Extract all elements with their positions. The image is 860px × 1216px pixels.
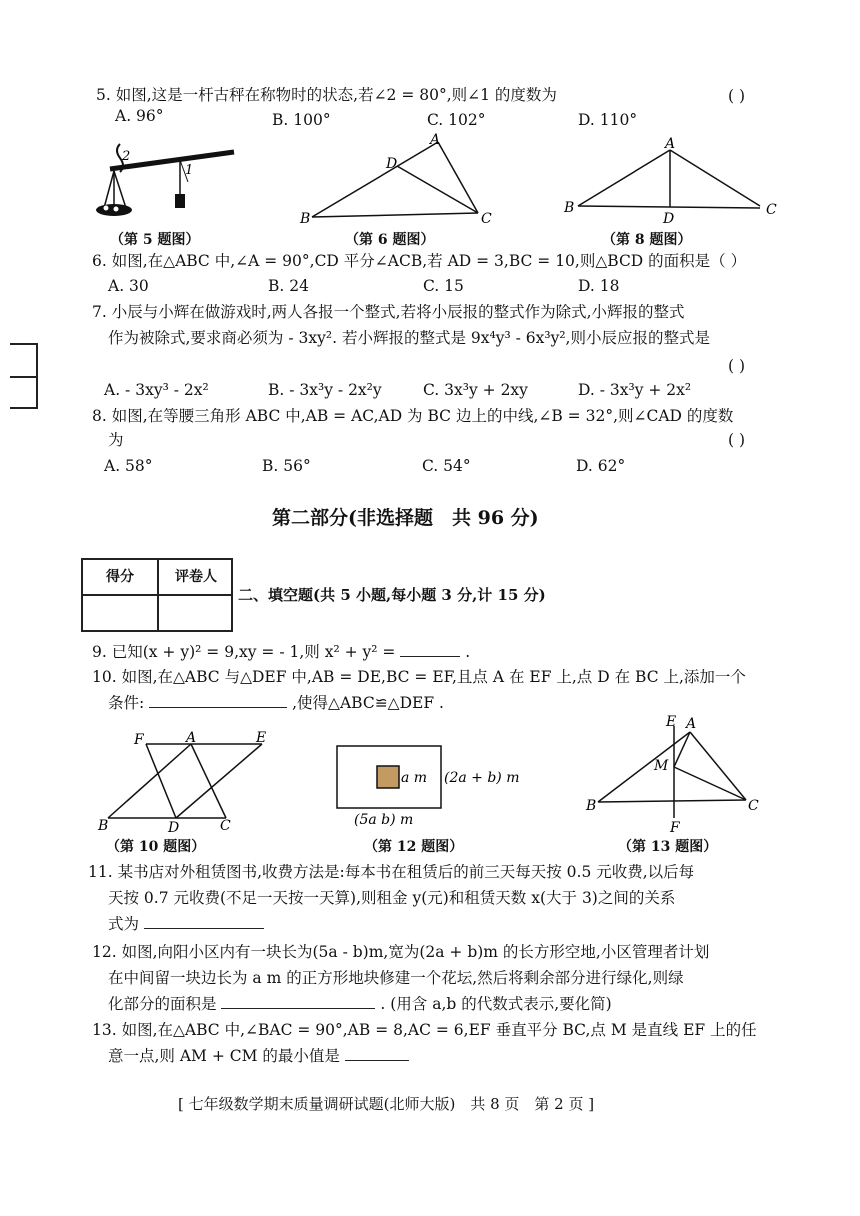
binding-mark: [10, 407, 38, 409]
fig10-label-b: B: [98, 818, 109, 834]
q6-stem: 6. 如图,在△ABC 中,∠A = 90°,CD 平分∠ACB,若 AD = 3,BC = 10,则△BCD 的面积是（ ）: [92, 252, 747, 270]
binding-mark: [36, 343, 38, 409]
figure-13-caption: （第 13 题图）: [618, 839, 718, 855]
fig6-label-a: A: [430, 132, 441, 148]
q5-option-b: B. 100°: [272, 111, 331, 129]
figure-10-caption: （第 10 题图）: [106, 839, 206, 855]
q10-line-1: 10. 如图,在△ABC 与△DEF 中,AB = DE,BC = EF,且点 A 在 EF 上,点 D 在 BC 上,添加一个: [92, 668, 746, 686]
figure-8-caption: （第 8 题图）: [602, 232, 692, 248]
binding-mark: [10, 376, 36, 378]
q6-option-b: B. 24: [268, 277, 309, 295]
q8-option-b: B. 56°: [262, 457, 311, 475]
q5-stem: 5. 如图,这是一杆古秤在称物时的状态,若∠2 = 80°,则∠1 的度数为: [96, 86, 557, 104]
fig5-label-1: 1: [185, 163, 194, 178]
page-footer: [ 七年级数学期末质量调研试题(北师大版) 共 8 页 第 2 页 ]: [178, 1095, 595, 1113]
q8-option-a: A. 58°: [104, 457, 153, 475]
fig13-label-c: C: [748, 798, 759, 814]
q11-line-1: 11. 某书店对外租赁图书,收费方法是:每本书在租赁后的前三天每天按 0.5 元收费,以后每: [88, 863, 695, 881]
q6-option-c: C. 15: [423, 277, 464, 295]
figure-6-triangle: [296, 130, 506, 230]
figure-8-triangle: [558, 134, 788, 224]
figure-10-triangles: [96, 730, 286, 836]
fig10-label-e: E: [256, 730, 267, 746]
q9-line: [92, 642, 470, 662]
q8-option-d: D. 62°: [576, 457, 626, 475]
fig12-label-width: (5a b) m: [354, 812, 414, 828]
fig8-label-b: B: [564, 200, 575, 216]
fig5-label-2: 2: [122, 149, 131, 164]
q10-answer-blank: [149, 693, 287, 708]
fig6-label-d: D: [386, 156, 398, 172]
q7-option-a: A. - 3xy³ - 2x²: [104, 381, 209, 399]
q10-line-2-end: ,使得△ABC≌△DEF .: [292, 694, 444, 712]
fig12-label-height: (2a + b) m: [444, 770, 520, 786]
q8-answer-paren: ( ): [728, 431, 746, 449]
q5-option-a: A. 96°: [115, 107, 164, 125]
q5-answer-paren: ( ): [728, 87, 746, 105]
q12-line-3-start: 化部分的面积是: [108, 995, 217, 1013]
fig12-label-inner: a m: [401, 770, 428, 786]
score-table-header-score: 得分: [106, 569, 134, 585]
part-2-title: 第二部分(非选择题 共 96 分): [272, 507, 539, 529]
q7-option-d: D. - 3x³y + 2x²: [578, 381, 692, 399]
q11-line-3: [108, 914, 264, 934]
fig8-label-a: A: [665, 136, 676, 152]
fig10-label-f: F: [134, 732, 144, 748]
q6-option-a: A. 30: [108, 277, 149, 295]
fig8-label-d: D: [663, 211, 675, 224]
q7-answer-paren: ( ): [728, 357, 746, 375]
score-table-header-grader: 评卷人: [175, 569, 217, 585]
q11-line-3-text: 式为: [108, 915, 140, 933]
fig13-label-e: E: [666, 714, 677, 730]
q12-line-2: 在中间留一块边长为 a m 的正方形地块修建一个花坛,然后将剩余部分进行绿化,则绿: [108, 969, 684, 987]
q10-line-2-start: 条件:: [108, 694, 145, 712]
score-table: [81, 558, 233, 632]
q12-line-1: 12. 如图,向阳小区内有一块长为(5a - b)m,宽为(2a + b)m 的长方形空地,小区管理者计划: [92, 943, 710, 961]
figure-13-triangle: [582, 712, 782, 834]
binding-mark: [10, 343, 36, 345]
figure-5-steelyard: [92, 136, 242, 226]
q8-option-c: C. 54°: [422, 457, 471, 475]
fig10-label-c: C: [220, 818, 231, 834]
fig10-label-d: D: [168, 820, 180, 836]
q7-line-2: 作为被除式,要求商必须为 - 3xy². 若小辉报的整式是 9x⁴y³ - 6x³y²,则小辰应报的整式是: [108, 329, 710, 347]
fig13-label-m: M: [654, 758, 669, 774]
q8-line-1: 8. 如图,在等腰三角形 ABC 中,AB = AC,AD 为 BC 边上的中线,∠B = 32°,则∠CAD 的度数: [92, 407, 734, 425]
q13-answer-blank: [345, 1046, 409, 1061]
fig13-label-b: B: [586, 798, 597, 814]
q7-option-c: C. 3x³y + 2xy: [423, 381, 528, 399]
fig6-label-c: C: [481, 211, 492, 227]
q7-line-1: 7. 小辰与小辉在做游戏时,两人各报一个整式,若将小辰报的整式作为除式,小辉报的整式: [92, 303, 685, 321]
figure-12-rectangle: [330, 740, 530, 830]
q6-option-d: D. 18: [578, 277, 620, 295]
q12-line-3: [108, 994, 612, 1014]
figure-6-caption: （第 6 题图）: [345, 232, 435, 248]
q13-line-1: 13. 如图,在△ABC 中,∠BAC = 90°,AB = 8,AC = 6,EF 垂直平分 BC,点 M 是直线 EF 上的任: [92, 1021, 757, 1039]
figure-5-caption: （第 5 题图）: [110, 232, 200, 248]
q5-option-c: C. 102°: [427, 111, 486, 129]
q12-line-3-end: . (用含 a,b 的代数式表示,要化简): [380, 995, 612, 1013]
q9-answer-blank: [400, 642, 460, 657]
section-2-title: 二、填空题(共 5 小题,每小题 3 分,计 15 分): [238, 586, 546, 604]
fig8-label-c: C: [766, 202, 777, 218]
q11-line-2: 天按 0.7 元收费(不足一天按一天算),则租金 y(元)和租赁天数 x(大于 3)之间的关系: [108, 889, 676, 907]
fig10-label-a: A: [186, 730, 197, 746]
q7-option-b: B. - 3x³y - 2x²y: [268, 381, 382, 399]
q5-option-d: D. 110°: [578, 111, 638, 129]
q11-answer-blank: [144, 914, 264, 929]
q12-answer-blank: [221, 994, 375, 1009]
q9-end: .: [465, 643, 471, 661]
q13-line-2: [108, 1046, 409, 1066]
figure-12-caption: （第 12 题图）: [364, 839, 464, 855]
q9-stem: 9. 已知(x + y)² = 9,xy = - 1,则 x² + y² =: [92, 643, 396, 661]
q8-line-2: 为: [108, 431, 124, 449]
score-table-divider: [83, 594, 231, 596]
fig13-label-a: A: [686, 716, 697, 732]
q10-line-2: [108, 693, 444, 713]
fig13-label-f: F: [670, 820, 680, 834]
q13-line-2-text: 意一点,则 AM + CM 的最小值是: [108, 1047, 340, 1065]
fig6-label-b: B: [300, 211, 311, 227]
